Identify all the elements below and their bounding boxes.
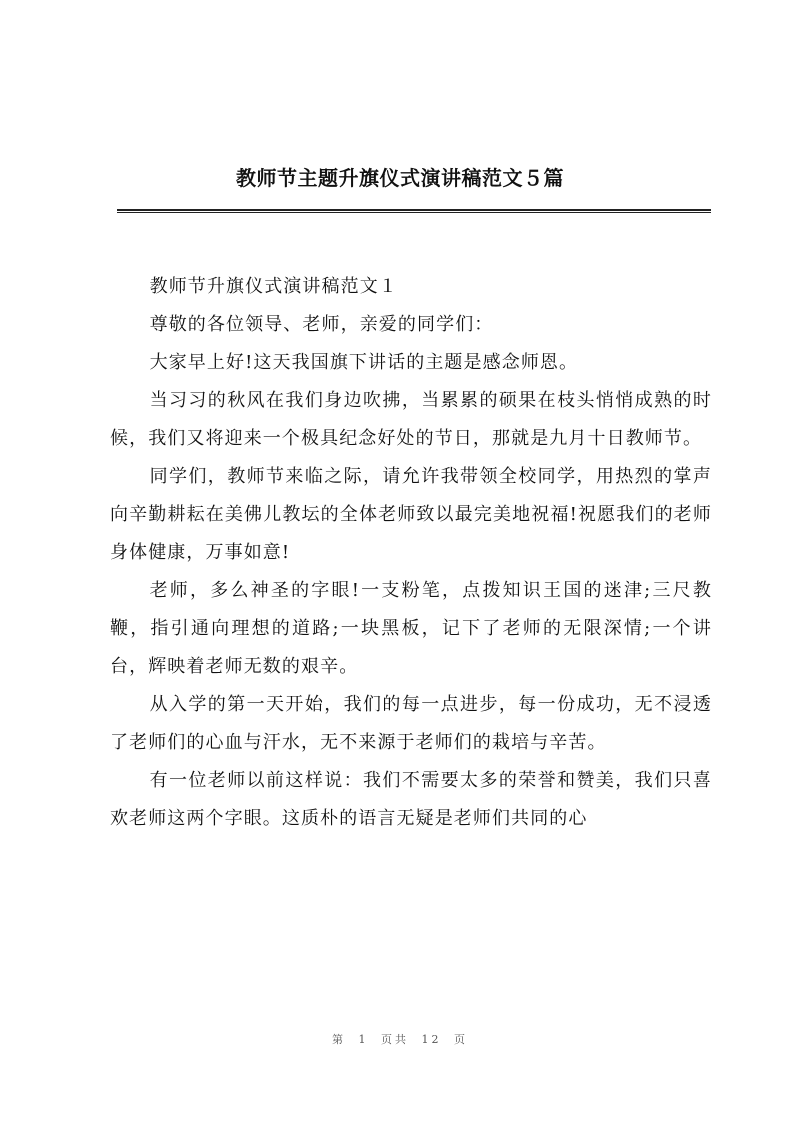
paragraph: 从入学的第一天开始，我们的每一点进步，每一份成功，无不浸透了老师们的心血与汗水，无不来源于老师们的栽培与辛苦。 <box>110 694 712 753</box>
document-body <box>110 268 712 838</box>
paragraph: 大家早上好!这天我国旗下讲话的主题是感念师恩。 <box>149 352 579 373</box>
paragraph: 老师，多么神圣的字眼!一支粉笔，点拨知识王国的迷津;三尺教鞭，指引通向理想的道路;一块黑板，记下了老师的无限深情;一个讲台，辉映着老师无数的艰辛。 <box>110 580 712 677</box>
paragraph: 当习习的秋风在我们身边吹拂，当累累的硕果在枝头悄悄成熟的时候，我们又将迎来一个极具纪念好处的节日，那就是九月十日教师节。 <box>110 390 712 449</box>
document-title: 教师节主题升旗仪式演讲稿范文５篇 <box>236 166 564 190</box>
salutation: 尊敬的各位领导、老师，亲爱的同学们： <box>149 314 494 335</box>
paragraph: 有一位老师以前这样说：我们不需要太多的荣誉和赞美，我们只喜欢老师这两个字眼。这质朴的语言无疑是老师们共同的心 <box>110 770 712 829</box>
section-heading: 教师节升旗仪式演讲稿范文１ <box>149 276 398 297</box>
paragraph: 同学们，教师节来临之际，请允许我带领全校同学，用热烈的掌声向辛勤耕耘在美佛儿教坛的全体老师致以最完美地祝福!祝愿我们的老师身体健康，万事如意! <box>110 466 712 563</box>
title-divider <box>117 209 711 213</box>
page-number-footer: 第 1 页共 12 页 <box>332 1033 468 1046</box>
